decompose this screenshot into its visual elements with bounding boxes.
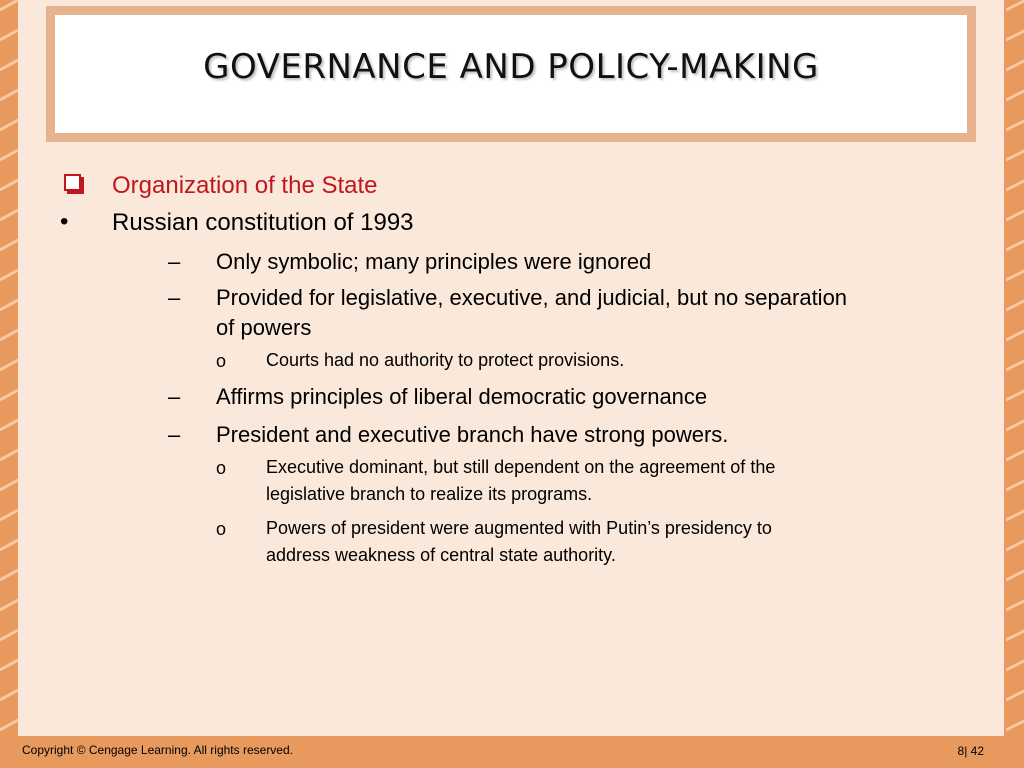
sub-item: Powers of president were augmented with Putin’s presidency to [266, 518, 772, 538]
square-bullet-icon [64, 174, 81, 191]
sub-item-continuation: address weakness of central state authority. [266, 545, 616, 565]
dash-item: President and executive branch have strong powers. [216, 422, 729, 447]
dash-marker: – [168, 285, 181, 310]
bullet-item: Russian constitution of 1993 [112, 209, 414, 236]
dash-item: Provided for legislative, executive, and judicial, but no separation [216, 285, 848, 310]
sub-item: Executive dominant, but still dependent on the agreement of the [266, 457, 776, 477]
dash-marker: – [168, 249, 181, 274]
dash-item: Affirms principles of liberal democratic governance [216, 384, 708, 409]
sub-item-continuation: legislative branch to realize its programs. [266, 484, 593, 504]
bullet-marker: • [60, 208, 69, 235]
dash-marker: – [168, 384, 181, 409]
copyright-text: Copyright © Cengage Learning. All rights reserved. [22, 743, 293, 757]
circle-marker: o [216, 351, 227, 371]
dash-item: Only symbolic; many principles were ignored [216, 249, 652, 274]
dash-item-continuation: of powers [216, 315, 312, 340]
page-number: 8| 42 [957, 744, 984, 758]
sub-item: Courts had no authority to protect provisions. [266, 350, 625, 370]
slide-title: GOVERNANCE AND POLICY-MAKING [203, 47, 819, 87]
circle-marker: o [216, 519, 227, 539]
circle-marker: o [216, 458, 227, 478]
section-heading: Organization of the State [112, 172, 378, 199]
dash-marker: – [168, 422, 181, 447]
